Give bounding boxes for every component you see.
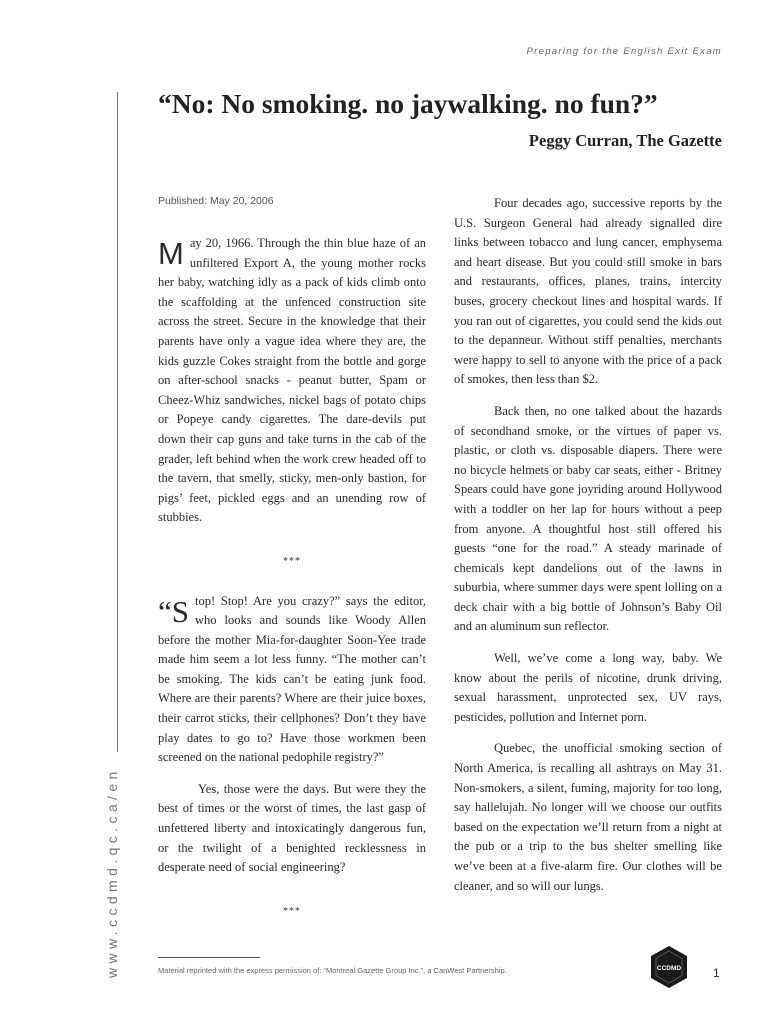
ccdmd-logo xyxy=(647,945,691,989)
drop-cap: “S xyxy=(158,593,189,629)
paragraph: Well, we’ve come a long way, baby. We know about the perils of nicotine, drunk driving, sexual harassment, unprotected sex, UV rays, pesticides, pollution and Internet porn. xyxy=(454,651,722,724)
running-header: Preparing for the English Exit Exam xyxy=(526,46,722,57)
vertical-rule xyxy=(117,92,118,752)
drop-cap: M xyxy=(158,236,184,271)
paragraph xyxy=(158,592,426,768)
article-title: “No: No smoking. no jaywalking. no fun?” xyxy=(158,88,658,119)
section-separator: *** xyxy=(283,555,301,567)
paragraph-text: top! Stop! Are you crazy?” says the editor, who looks and sounds like Woody Allen before the mother Mia-for-daughter Soon-Yee trade made him seem a lot less funny. “The mother can’t be smoking. The kids can’t be eating junk food. Where are their parents? Where are their juice boxes, their carrot sticks, their cellphones? Don’t they have play dates to go to? Have those workmen been screened on the national pedophile registry?” xyxy=(158,593,426,765)
logo-text: CCDMD xyxy=(656,965,682,972)
paragraph-text: ay 20, 1966. Through the thin blue haze of an unfiltered Export A, the young mother rocks her baby, watching idly as a pack of kids climb onto the scaffolding at the unfenced construction site across the street. Secure in the knowledge that their parents have only a vague idea where they are, the kids guzzle Cokes straight from the bottle and gorge on after-school snacks - peanut butter, Spam or Cheez-Whiz sandwiches, nickel bags of potato chips or Popeye candy cigarettes. The dare-devils put down their cap guns and take turns in the cab of the grader, left behind when the work crew headed off to the tavern, that smelly, sticky, men-only bastion, for pigs’ feet, pickled eggs and an unending row of stubbies. xyxy=(158,236,426,525)
paragraph xyxy=(158,234,426,528)
paragraph: Quebec, the unofficial smoking section of North America, is recalling all ashtrays on May 31. Non-smokers, a silent, fuming, majority for too long, say hallelujah. No longer will we choose our outfits based on the expectation we’ll return from a night at the pub or a trip to the bus shelter smelling like we’ve been at a five-alarm fire. Our clothes will be cleaner, and so will our lungs. xyxy=(454,741,722,893)
side-url: www.ccdmd.qc.ca/en xyxy=(104,767,120,978)
right-column xyxy=(454,194,722,908)
paragraph: Four decades ago, successive reports by the U.S. Surgeon General had already signalled dire links between tobacco and lung cancer, emphysema and heart disease. But you could still smoke in bars and restaurants, offices, planes, trains, intercity buses, grocery checkout lines and hospital wards. If you ran out of cigarettes, you could send the kids out to the depanneur. Without stiff penalties, merchants were happy to sell to anyone with the price of a pack of smokes, then less than $2. xyxy=(454,196,722,387)
page-number: 1 xyxy=(713,966,720,980)
section-separator: *** xyxy=(283,905,301,917)
left-column xyxy=(158,234,426,941)
paragraph: Back then, no one talked about the hazards of secondhand smoke, or the virtues of paper vs. plastic, or cloth vs. disposable diapers. There were no bicycle helmets or baby car seats, either - Britney Spears could have gone joyriding around Hollywood with a toddler on her lap for hours without a peep from anyone. A thoughtful host still offered his guests “one for the road.” A steady marinade of chemicals kept dandelions out of the lawns in suburbia, where summer days were spent lolling on a deck chair with a big bottle of Johnson’s Baby Oil and an aluminum sun reflector. xyxy=(454,403,722,634)
published-date: Published: May 20, 2006 xyxy=(158,195,274,207)
footnote-rule xyxy=(158,957,260,958)
article-byline: Peggy Curran, The Gazette xyxy=(528,131,722,150)
paragraph: Yes, those were the days. But were they the best of times or the worst of times, the last gasp of unfettered liberty and intoxicatingly dangerous fun, or the twilight of a benighted recklessness in desperate need of social engineering? xyxy=(158,781,426,875)
footnote: Material reprinted with the express permission of: “Montreal Gazette Group Inc.”, a CanWest Partnership. xyxy=(158,966,507,975)
